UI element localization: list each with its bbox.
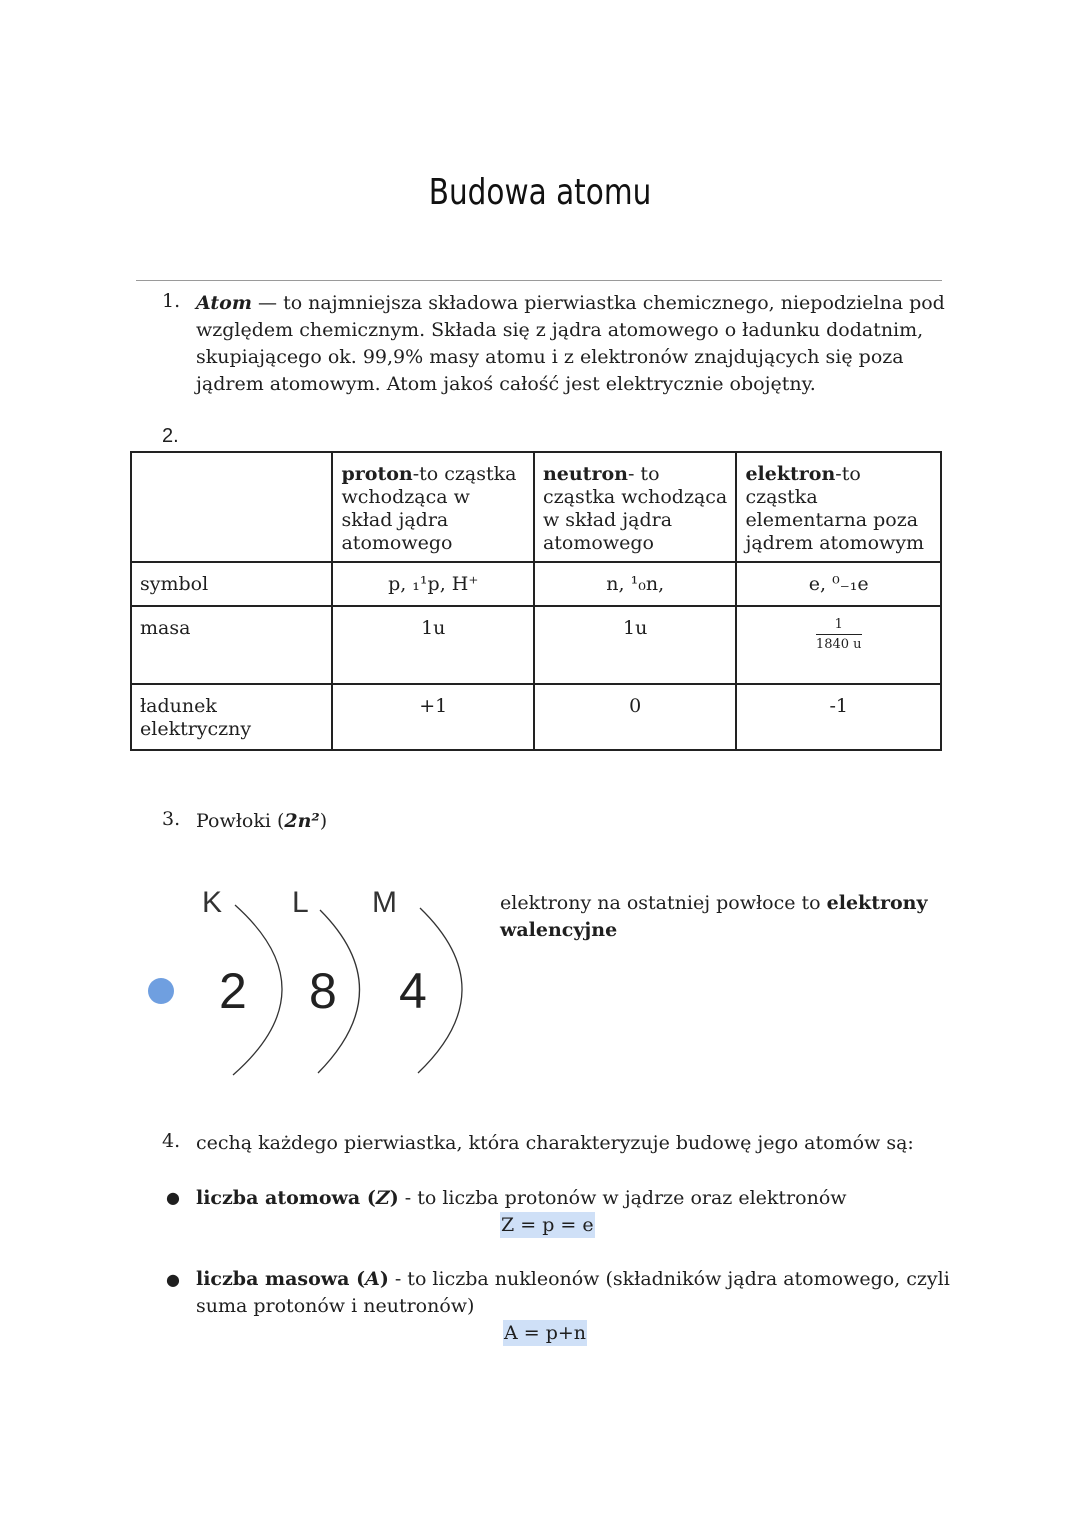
mass-number-definition: liczba masowa (A) - to liczba nukleonów (składników jądra atomowego, czyli suma protonów i neutronów) (196, 1268, 950, 1317)
shell-count-k: 2 (219, 963, 247, 1019)
neutron-mass: 1u (534, 606, 736, 684)
bullet-icon: ● (166, 1270, 180, 1289)
electron-symbol: e, ⁰₋₁e (736, 562, 941, 606)
section-1-number: 1. (162, 290, 181, 312)
section-4-intro: cechą każdego pierwiastka, która charakteryzuje budowę jego atomów są: (196, 1132, 914, 1154)
valence-note: elektrony na ostatniej powłoce to elektrony walencyjne (500, 892, 928, 941)
shells-formula: 2n² (284, 810, 320, 832)
section-3-number: 3. (162, 808, 181, 830)
shells-heading: Powłoki (2n²) (196, 810, 328, 832)
atom-term: Atom (196, 292, 252, 314)
shell-arc-k (233, 905, 282, 1075)
mass-number-formula: A = p+n (504, 1322, 587, 1344)
row-label-symbol: symbol (131, 562, 332, 606)
shell-count-l: 8 (309, 963, 337, 1019)
shell-count-m: 4 (399, 963, 427, 1019)
header-proton: proton-to cząstka wchodząca w skład jądra atomowego (332, 452, 533, 562)
proton-symbol: p, ₁¹p, H⁺ (332, 562, 533, 606)
header-electron: elektron-to cząstka elementarna poza jądrem atomowym (736, 452, 941, 562)
shell-arc-m (418, 908, 462, 1073)
atomic-number-formula: Z = p = e (501, 1214, 594, 1236)
shell-letter-m: M (372, 886, 397, 919)
valence-term: elektrony walencyjne (500, 892, 928, 941)
bullet-icon: ● (166, 1188, 180, 1207)
proton-mass: 1u (332, 606, 533, 684)
shell-letter-l: L (292, 886, 309, 919)
proton-charge: +1 (332, 684, 533, 750)
atomic-number-definition: liczba atomowa (Z) - to liczba protonów w jądrze oraz elektronów (196, 1187, 847, 1209)
row-label-charge: ładunek elektryczny (131, 684, 332, 750)
fraction-denominator: 1840 u (815, 637, 862, 652)
section-2-number: 2. (162, 425, 179, 447)
shell-letter-k: K (202, 886, 223, 919)
atom-definition-text: to najmniejsza składowa pierwiastka chemicznego, niepodzielna pod względem chemicznym. Składa się z jądra atomowego o ładunku dodatnim, skupiającego ok. 99,9% masy atomu i z elektronów znajdujących się poza jądrem atomowym. Atom jakoś całość jest elektrycznie obojętny. (196, 292, 945, 395)
page-title: Budowa atomu (428, 172, 652, 213)
header-neutron: neutron- to cząstka wchodząca w skład jądra atomowego (534, 452, 736, 562)
row-label-mass: masa (131, 606, 332, 684)
electron-charge: -1 (736, 684, 941, 750)
section-4-number: 4. (162, 1130, 181, 1152)
atom-dash: — (251, 292, 284, 314)
fraction-numerator: 1 (816, 617, 862, 635)
shell-arc-l (318, 910, 360, 1073)
neutron-symbol: n, ¹₀n, (534, 562, 736, 606)
neutron-charge: 0 (534, 684, 736, 750)
